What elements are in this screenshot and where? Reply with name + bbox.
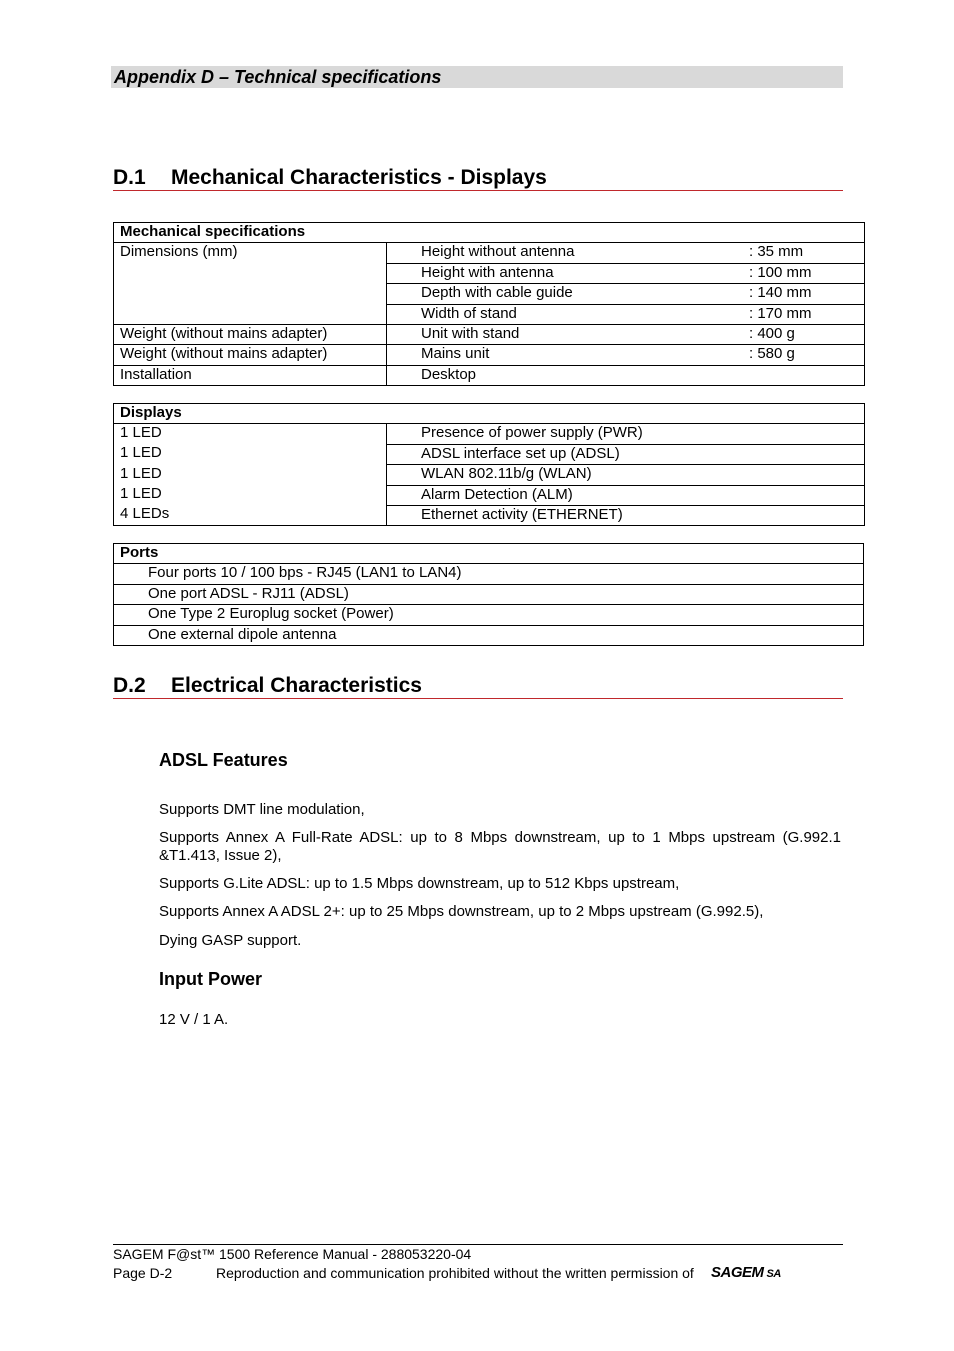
led-count: 1 LED <box>114 444 387 464</box>
table-row <box>114 564 864 584</box>
port-item: Four ports 10 / 100 bps - RJ45 (LAN1 to LAN4) <box>114 564 864 584</box>
section-title: Mechanical Characteristics - Displays <box>171 166 547 189</box>
spec-item: Unit with stand <box>421 324 520 342</box>
header-band <box>111 66 843 88</box>
section-heading-d1 <box>113 166 843 191</box>
ports-table <box>113 543 864 646</box>
section-heading-d2 <box>113 674 843 699</box>
logo-suffix: SA <box>766 1268 781 1280</box>
led-description: ADSL interface set up (ADSL) <box>387 444 865 464</box>
section-title: Electrical Characteristics <box>171 674 422 697</box>
led-count: 1 LED <box>114 485 387 505</box>
table-row <box>114 424 865 444</box>
spec-value: : 170 mm <box>749 304 812 322</box>
table-row <box>114 505 865 525</box>
installation-value: Desktop <box>387 365 865 385</box>
section-number: D.1 <box>113 166 146 189</box>
spec-cell <box>387 263 865 283</box>
table-row <box>114 365 865 385</box>
table-row <box>114 465 865 485</box>
spec-value: : 580 g <box>749 345 795 363</box>
spec-cell <box>387 304 865 324</box>
input-power-heading: Input Power <box>159 969 262 989</box>
footer-divider <box>113 1244 843 1245</box>
section-number: D.2 <box>113 674 146 697</box>
spec-item: Height without antenna <box>421 243 575 261</box>
table-heading: Mechanical specifications <box>114 223 865 243</box>
spec-value: : 140 mm <box>749 284 812 302</box>
spec-item: Depth with cable guide <box>421 284 573 302</box>
spec-item: Height with antenna <box>421 263 554 281</box>
footer-notice: Reproduction and communication prohibited without the written permission of <box>216 1265 694 1281</box>
adsl-feature: Supports DMT line modulation, <box>159 801 365 818</box>
table-row <box>114 345 865 365</box>
page-header-title: Appendix D – Technical specifications <box>114 67 442 87</box>
spec-value: : 100 mm <box>749 263 812 281</box>
weight-label: Weight (without mains adapter) <box>114 345 387 365</box>
table-row <box>114 404 865 424</box>
adsl-feature: Supports Annex A Full-Rate ADSL: up to 8 Mbps downstream, up to 1 Mbps upstream (G.992.1 &T1.413, Issue 2), <box>159 829 841 864</box>
table-row <box>114 243 865 263</box>
footer-manual-title: SAGEM F@st™ 1500 Reference Manual - 288053220-04 <box>113 1246 472 1262</box>
displays-table <box>113 403 865 526</box>
led-description: Ethernet activity (ETHERNET) <box>387 505 865 525</box>
spec-item: Mains unit <box>421 345 490 363</box>
spec-cell <box>387 243 865 263</box>
table-row <box>114 444 865 464</box>
dimensions-label: Dimensions (mm) <box>114 243 387 325</box>
table-row <box>114 223 865 243</box>
led-description: Alarm Detection (ALM) <box>387 485 865 505</box>
port-item: One external dipole antenna <box>114 625 864 645</box>
table-heading: Ports <box>114 544 864 564</box>
port-item: One Type 2 Europlug socket (Power) <box>114 605 864 625</box>
table-row <box>114 544 864 564</box>
adsl-feature: Supports Annex A ADSL 2+: up to 25 Mbps downstream, up to 2 Mbps upstream (G.992.5), <box>159 903 764 920</box>
table-heading: Displays <box>114 404 865 424</box>
installation-label: Installation <box>114 365 387 385</box>
spec-cell <box>387 345 865 365</box>
spec-value: : 35 mm <box>749 243 804 261</box>
input-power-value: 12 V / 1 A. <box>159 1011 229 1028</box>
table-row <box>114 324 865 344</box>
table-row <box>114 584 864 604</box>
led-description: WLAN 802.11b/g (WLAN) <box>387 465 865 485</box>
adsl-feature: Supports G.Lite ADSL: up to 1.5 Mbps downstream, up to 512 Kbps upstream, <box>159 875 680 892</box>
logo-text: SAGEM <box>711 1264 764 1281</box>
led-count: 1 LED <box>114 424 387 444</box>
adsl-features-heading: ADSL Features <box>159 750 288 770</box>
footer-page-number: Page D-2 <box>113 1265 173 1281</box>
mechanical-specifications-table <box>113 222 865 386</box>
sagem-logo <box>711 1264 781 1281</box>
led-description: Presence of power supply (PWR) <box>387 424 865 444</box>
spec-value: : 400 g <box>749 324 795 342</box>
table-row <box>114 485 865 505</box>
spec-item: Width of stand <box>421 304 517 322</box>
led-count: 1 LED <box>114 465 387 485</box>
led-count: 4 LEDs <box>114 505 387 525</box>
table-row <box>114 605 864 625</box>
port-item: One port ADSL - RJ11 (ADSL) <box>114 584 864 604</box>
weight-label: Weight (without mains adapter) <box>114 324 387 344</box>
spec-cell <box>387 284 865 304</box>
spec-cell <box>387 324 865 344</box>
table-row <box>114 625 864 645</box>
adsl-feature: Dying GASP support. <box>159 932 302 949</box>
